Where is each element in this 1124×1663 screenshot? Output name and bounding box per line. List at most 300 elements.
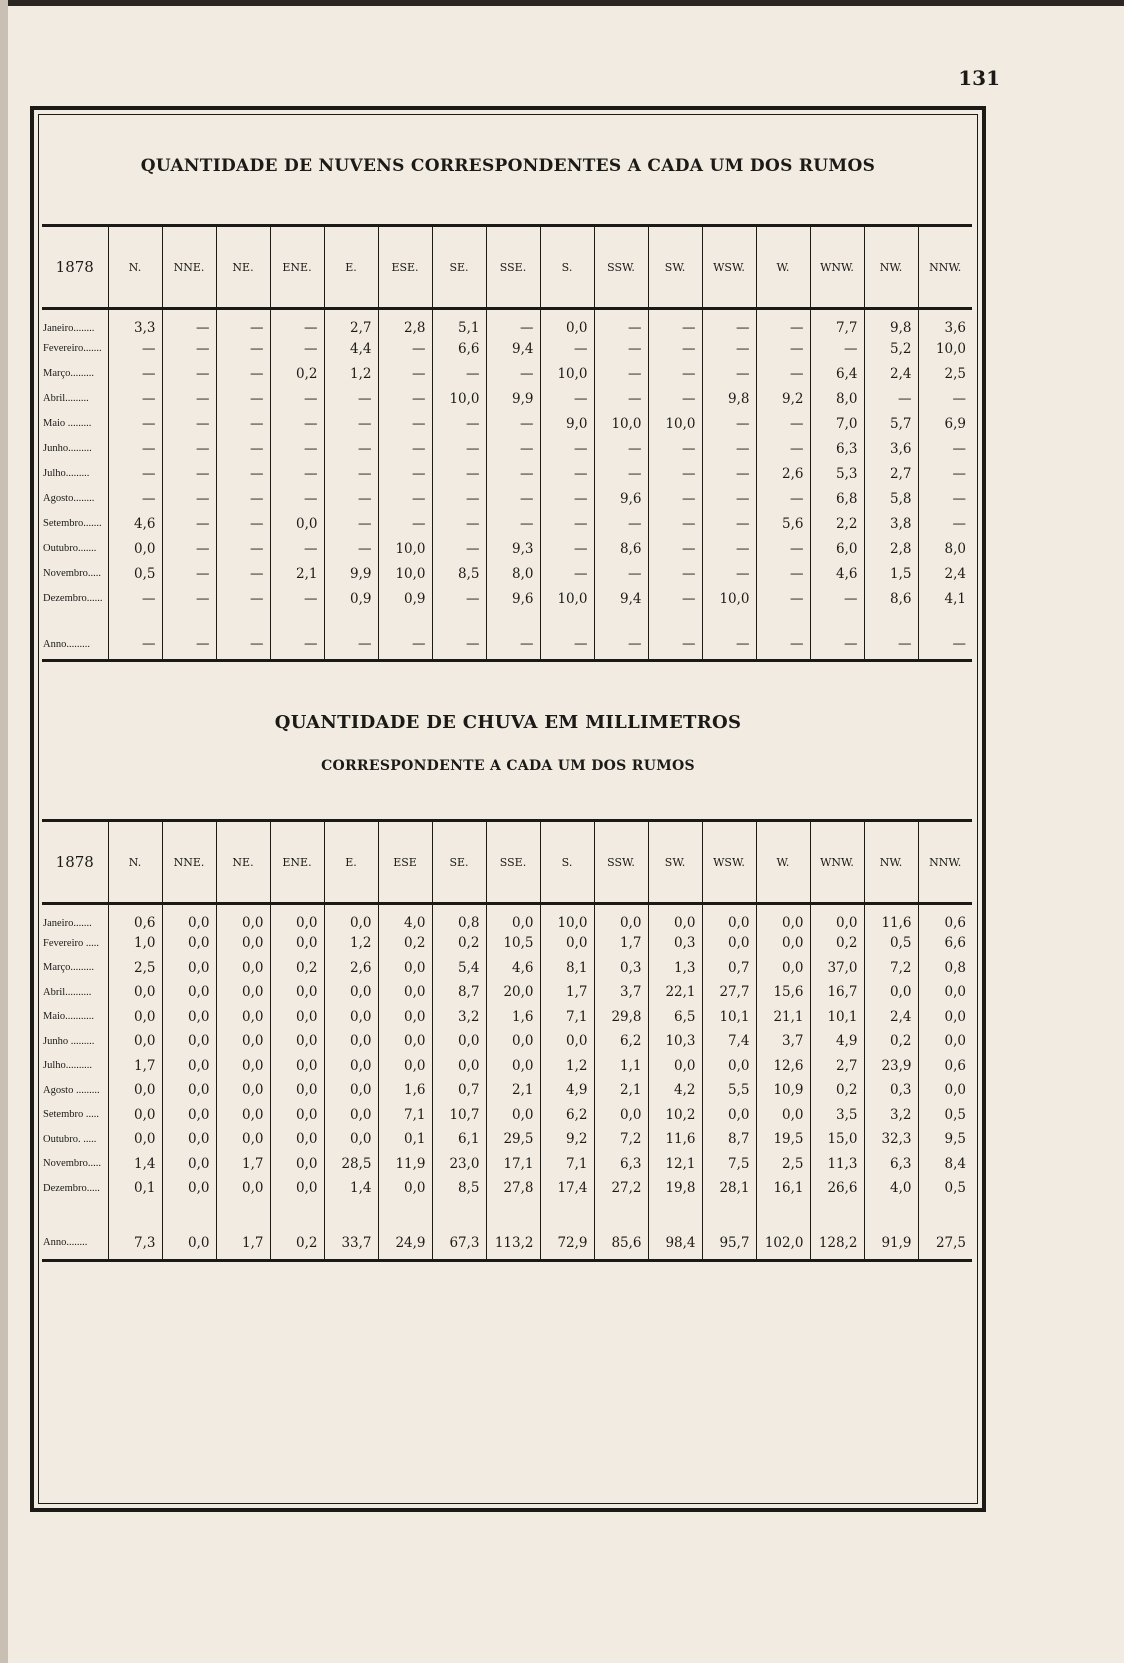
- table-cell: —: [108, 336, 162, 361]
- table-cell: 11,6: [648, 1127, 702, 1152]
- table-row: [42, 486, 972, 511]
- table-cell: 2,6: [756, 461, 810, 486]
- table-cell: —: [324, 511, 378, 536]
- table-cell: 0,0: [162, 1127, 216, 1152]
- table-cell: —: [216, 386, 270, 411]
- anno-cell: —: [324, 624, 378, 660]
- table-cell: —: [540, 511, 594, 536]
- table-cell: —: [756, 411, 810, 436]
- table-cell: —: [216, 336, 270, 361]
- table-cell: —: [594, 386, 648, 411]
- table-cell: 0,0: [810, 904, 864, 932]
- table-row: [42, 511, 972, 536]
- table-cell: —: [594, 361, 648, 386]
- anno-cell: —: [864, 624, 918, 660]
- table-cell: 2,4: [864, 361, 918, 386]
- table-cell: 0,0: [918, 1005, 972, 1030]
- table-cell: 8,5: [432, 561, 486, 586]
- spacer-cell: [324, 611, 378, 624]
- spacer-cell: [810, 611, 864, 624]
- table-cell: 3,7: [756, 1029, 810, 1054]
- table-cell: 5,5: [702, 1078, 756, 1103]
- table-cell: 8,6: [594, 536, 648, 561]
- table-cell: 0,0: [486, 904, 540, 932]
- anno-cell: —: [594, 624, 648, 660]
- table-cell: —: [378, 336, 432, 361]
- table-cell: —: [162, 386, 216, 411]
- table-cell: 10,0: [378, 536, 432, 561]
- table-cell: 10,0: [378, 561, 432, 586]
- table-cell: 3,3: [108, 309, 162, 337]
- table-cell: 19,8: [648, 1176, 702, 1201]
- table-cell: —: [594, 336, 648, 361]
- spacer-cell: [432, 611, 486, 624]
- table-cell: 5,7: [864, 411, 918, 436]
- table-cell: 0,0: [270, 1152, 324, 1177]
- table-cell: —: [702, 561, 756, 586]
- table-cell: 5,3: [810, 461, 864, 486]
- anno-cell: 98,4: [648, 1227, 702, 1261]
- table-cell: —: [648, 436, 702, 461]
- table-cell: 0,0: [162, 1054, 216, 1079]
- table-cell: 0,5: [864, 931, 918, 956]
- table-cell: 0,0: [594, 904, 648, 932]
- table-cell: —: [702, 336, 756, 361]
- table-cell: 0,5: [108, 561, 162, 586]
- table-cell: 4,9: [540, 1078, 594, 1103]
- table-cell: 0,0: [108, 1029, 162, 1054]
- table-cell: 0,3: [648, 931, 702, 956]
- column-header: SSW.: [594, 226, 648, 309]
- anno-cell: 102,0: [756, 1227, 810, 1261]
- table-cell: —: [648, 486, 702, 511]
- table-cell: —: [594, 309, 648, 337]
- table-cell: 0,0: [324, 1054, 378, 1079]
- table-cell: 15,0: [810, 1127, 864, 1152]
- table-row: [42, 1103, 972, 1128]
- table-cell: 23,9: [864, 1054, 918, 1079]
- table-cell: 2,6: [324, 956, 378, 981]
- table-cell: 4,6: [486, 956, 540, 981]
- table-cell: 4,0: [378, 904, 432, 932]
- table-cell: 4,9: [810, 1029, 864, 1054]
- table-cell: 11,9: [378, 1152, 432, 1177]
- table-cell: —: [756, 561, 810, 586]
- column-header: E.: [324, 821, 378, 904]
- anno-cell: —: [432, 624, 486, 660]
- month-label: Abril..........: [43, 986, 92, 998]
- column-header: ESE: [378, 821, 432, 904]
- table-cell: 2,8: [864, 536, 918, 561]
- table-cell: —: [702, 536, 756, 561]
- anno-cell: 67,3: [432, 1227, 486, 1261]
- table-cell: 0,8: [432, 904, 486, 932]
- column-header: WSW.: [702, 226, 756, 309]
- column-header: SW.: [648, 821, 702, 904]
- table-cell: 9,8: [702, 386, 756, 411]
- table-cell: —: [810, 586, 864, 611]
- table-cell: 0,0: [486, 1029, 540, 1054]
- month-label: Novembro.....: [43, 568, 102, 579]
- table-cell: 10,2: [648, 1103, 702, 1128]
- table-cell: 0,2: [432, 931, 486, 956]
- anno-cell: —: [648, 624, 702, 660]
- table-row: [42, 1176, 972, 1201]
- table-cell: 1,3: [648, 956, 702, 981]
- table-cell: 20,0: [486, 980, 540, 1005]
- table-cell: 0,0: [270, 1103, 324, 1128]
- table-cell: —: [216, 411, 270, 436]
- table-cell: 1,4: [324, 1176, 378, 1201]
- table-cell: 0,2: [810, 1078, 864, 1103]
- table-cell: —: [918, 461, 972, 486]
- table-cell: —: [432, 586, 486, 611]
- table-cell: 0,0: [702, 904, 756, 932]
- table-cell: 5,8: [864, 486, 918, 511]
- table-cell: 0,0: [486, 1054, 540, 1079]
- table-cell: 27,8: [486, 1176, 540, 1201]
- table-row: [42, 561, 972, 586]
- anno-cell: 72,9: [540, 1227, 594, 1261]
- table-cell: 10,0: [540, 361, 594, 386]
- table-cell: 0,7: [432, 1078, 486, 1103]
- table-cell: 8,4: [918, 1152, 972, 1177]
- table-cell: 9,4: [594, 586, 648, 611]
- table-cell: —: [486, 361, 540, 386]
- column-header: SSE.: [486, 226, 540, 309]
- month-label: Março.........: [43, 368, 95, 379]
- table-cell: 0,0: [648, 904, 702, 932]
- table-row: [42, 1127, 972, 1152]
- table-cell: —: [378, 461, 432, 486]
- table-cell: 0,0: [216, 1103, 270, 1128]
- table-cell: 6,6: [432, 336, 486, 361]
- spacer-cell: [486, 611, 540, 624]
- table-cell: 0,0: [378, 1029, 432, 1054]
- spacer-row: [42, 611, 972, 624]
- table-cell: —: [270, 336, 324, 361]
- anno-cell: 91,9: [864, 1227, 918, 1261]
- table-cell: 0,6: [108, 904, 162, 932]
- table-cell: 10,0: [594, 411, 648, 436]
- table-cell: 16,7: [810, 980, 864, 1005]
- table-cell: 5,1: [432, 309, 486, 337]
- table-cell: 2,5: [756, 1152, 810, 1177]
- anno-cell: 24,9: [378, 1227, 432, 1261]
- table-cell: —: [378, 436, 432, 461]
- table-cell: —: [162, 511, 216, 536]
- table-cell: 1,7: [216, 1152, 270, 1177]
- table-cell: 0,0: [108, 536, 162, 561]
- table-cell: 5,2: [864, 336, 918, 361]
- table-cell: —: [432, 536, 486, 561]
- table-cell: —: [162, 361, 216, 386]
- spacer-cell: [810, 1201, 864, 1227]
- table-cell: —: [756, 361, 810, 386]
- table-cell: 2,4: [918, 561, 972, 586]
- spacer-row: [42, 1201, 972, 1227]
- table-row: [42, 931, 972, 956]
- table-cell: 0,0: [162, 1103, 216, 1128]
- spacer-cell: [108, 611, 162, 624]
- spacer-cell: [324, 1201, 378, 1227]
- table-cell: 0,9: [378, 586, 432, 611]
- table-cell: 7,1: [540, 1152, 594, 1177]
- table-cell: 6,3: [594, 1152, 648, 1177]
- anno-cell: 1,7: [216, 1227, 270, 1261]
- table-cell: —: [486, 461, 540, 486]
- table-cell: —: [432, 361, 486, 386]
- spacer-cell: [918, 1201, 972, 1227]
- table-cell: 9,8: [864, 309, 918, 337]
- table-cell: 2,7: [810, 1054, 864, 1079]
- anno-cell: —: [486, 624, 540, 660]
- table-cell: 4,6: [108, 511, 162, 536]
- table-cell: —: [594, 461, 648, 486]
- table-cell: 4,1: [918, 586, 972, 611]
- table-cell: —: [702, 461, 756, 486]
- table-cell: 0,2: [270, 956, 324, 981]
- table-cell: —: [162, 486, 216, 511]
- table-cell: —: [486, 411, 540, 436]
- column-header: SE.: [432, 821, 486, 904]
- anno-cell: —: [162, 624, 216, 660]
- page-left-edge: [0, 0, 8, 1663]
- table-cell: 0,0: [270, 980, 324, 1005]
- table-cell: 0,0: [324, 1029, 378, 1054]
- table-cell: 2,5: [108, 956, 162, 981]
- table-cell: —: [486, 436, 540, 461]
- rain-table-title: QUANTIDADE DE CHUVA EM MILLIMETROS: [274, 712, 742, 733]
- table-cell: 6,6: [918, 931, 972, 956]
- table-cell: 7,4: [702, 1029, 756, 1054]
- table-cell: —: [162, 461, 216, 486]
- table-cell: 6,3: [864, 1152, 918, 1177]
- table-cell: 27,7: [702, 980, 756, 1005]
- table-cell: 0,0: [648, 1054, 702, 1079]
- table-cell: —: [108, 411, 162, 436]
- anno-cell: —: [540, 624, 594, 660]
- column-header: NNE.: [162, 226, 216, 309]
- table-cell: 0,9: [324, 586, 378, 611]
- table-cell: 0,0: [324, 1005, 378, 1030]
- table-cell: 7,1: [378, 1103, 432, 1128]
- table-cell: 0,0: [162, 1176, 216, 1201]
- table-cell: 6,0: [810, 536, 864, 561]
- column-header: W.: [756, 226, 810, 309]
- table-cell: 11,3: [810, 1152, 864, 1177]
- table-cell: 0,0: [270, 904, 324, 932]
- table-cell: 1,5: [864, 561, 918, 586]
- table-cell: 0,0: [270, 511, 324, 536]
- table-row: [42, 536, 972, 561]
- table-cell: —: [540, 561, 594, 586]
- table-cell: —: [702, 511, 756, 536]
- column-header: N.: [108, 821, 162, 904]
- table-cell: —: [756, 536, 810, 561]
- table-cell: —: [108, 361, 162, 386]
- table-cell: 0,0: [378, 1005, 432, 1030]
- table-cell: —: [702, 361, 756, 386]
- spacer-cell: [864, 611, 918, 624]
- table-cell: —: [756, 336, 810, 361]
- spacer-cell: [432, 1201, 486, 1227]
- table-cell: —: [378, 386, 432, 411]
- table-cell: 29,8: [594, 1005, 648, 1030]
- table-cell: —: [216, 486, 270, 511]
- table-cell: —: [270, 461, 324, 486]
- table-cell: —: [756, 486, 810, 511]
- table-row: [42, 1005, 972, 1030]
- table-cell: —: [216, 436, 270, 461]
- table-cell: —: [648, 461, 702, 486]
- month-label: Agosto .........: [43, 1084, 100, 1096]
- column-header: E.: [324, 226, 378, 309]
- table-cell: 9,6: [486, 586, 540, 611]
- table-cell: 0,0: [594, 1103, 648, 1128]
- table-cell: 10,0: [918, 336, 972, 361]
- table-cell: 8,0: [486, 561, 540, 586]
- table-cell: 0,2: [378, 931, 432, 956]
- rain-header-row: [42, 821, 972, 904]
- table-cell: —: [648, 511, 702, 536]
- table-cell: 2,1: [270, 561, 324, 586]
- month-label: Novembro.....: [43, 1158, 102, 1170]
- table-cell: —: [162, 411, 216, 436]
- table-cell: —: [648, 336, 702, 361]
- spacer-cell: [486, 1201, 540, 1227]
- table-cell: 28,5: [324, 1152, 378, 1177]
- table-cell: 9,4: [486, 336, 540, 361]
- month-label: Julho.........: [43, 468, 90, 479]
- anno-cell: 113,2: [486, 1227, 540, 1261]
- table-cell: 32,3: [864, 1127, 918, 1152]
- table-cell: 26,6: [810, 1176, 864, 1201]
- table-cell: —: [432, 511, 486, 536]
- column-header: S.: [540, 821, 594, 904]
- table-cell: 1,7: [594, 931, 648, 956]
- table-cell: 10,0: [540, 904, 594, 932]
- table-cell: 0,0: [270, 1029, 324, 1054]
- table-cell: 0,7: [702, 956, 756, 981]
- table-cell: 0,0: [270, 1127, 324, 1152]
- table-cell: 6,9: [918, 411, 972, 436]
- table-cell: —: [162, 309, 216, 337]
- table-cell: —: [702, 436, 756, 461]
- table-cell: 1,7: [540, 980, 594, 1005]
- table-cell: —: [540, 386, 594, 411]
- anno-cell: 95,7: [702, 1227, 756, 1261]
- table-cell: —: [162, 561, 216, 586]
- spacer-cell: [42, 611, 108, 624]
- table-cell: 2,1: [486, 1078, 540, 1103]
- month-label: Julho..........: [43, 1060, 93, 1072]
- table-cell: —: [324, 461, 378, 486]
- table-cell: 0,0: [216, 1127, 270, 1152]
- spacer-cell: [864, 1201, 918, 1227]
- table-cell: 0,0: [378, 980, 432, 1005]
- month-label: Setembro.......: [43, 518, 102, 529]
- table-cell: 3,6: [864, 436, 918, 461]
- anno-cell: —: [702, 624, 756, 660]
- table-row: [42, 980, 972, 1005]
- table-cell: 17,4: [540, 1176, 594, 1201]
- anno-cell: —: [270, 624, 324, 660]
- table-cell: —: [594, 511, 648, 536]
- table-cell: —: [162, 336, 216, 361]
- column-header: SSE.: [486, 821, 540, 904]
- table-cell: —: [540, 436, 594, 461]
- spacer-cell: [540, 1201, 594, 1227]
- table-cell: —: [702, 486, 756, 511]
- table-cell: 6,2: [540, 1103, 594, 1128]
- spacer-cell: [162, 611, 216, 624]
- spacer-cell: [216, 1201, 270, 1227]
- table-cell: 0,0: [216, 931, 270, 956]
- table-cell: 4,2: [648, 1078, 702, 1103]
- table-cell: —: [648, 309, 702, 337]
- month-label: Outubro. .....: [43, 1133, 97, 1145]
- table-cell: 9,0: [540, 411, 594, 436]
- table-cell: 8,0: [810, 386, 864, 411]
- table-cell: 10,7: [432, 1103, 486, 1128]
- table-cell: 0,2: [864, 1029, 918, 1054]
- table-cell: —: [162, 436, 216, 461]
- table-cell: 0,0: [162, 904, 216, 932]
- table-cell: —: [216, 561, 270, 586]
- spacer-cell: [378, 611, 432, 624]
- table-cell: 2,7: [324, 309, 378, 337]
- table-cell: 0,0: [216, 1078, 270, 1103]
- table-cell: —: [594, 561, 648, 586]
- table-cell: —: [540, 536, 594, 561]
- table-cell: 0,8: [918, 956, 972, 981]
- table-cell: 10,0: [540, 586, 594, 611]
- table-cell: 1,6: [378, 1078, 432, 1103]
- month-label: Fevereiro.......: [43, 343, 102, 354]
- spacer-cell: [270, 611, 324, 624]
- anno-cell: —: [756, 624, 810, 660]
- table-cell: —: [756, 586, 810, 611]
- anno-cell: —: [216, 624, 270, 660]
- table-cell: —: [270, 309, 324, 337]
- table-cell: 0,6: [918, 1054, 972, 1079]
- table-cell: 23,0: [432, 1152, 486, 1177]
- spacer-cell: [702, 611, 756, 624]
- table-cell: 0,0: [216, 1005, 270, 1030]
- table-cell: 6,1: [432, 1127, 486, 1152]
- clouds-table: [42, 224, 972, 662]
- table-cell: —: [270, 411, 324, 436]
- table-cell: 0,0: [324, 980, 378, 1005]
- page-top-edge: [0, 0, 1124, 6]
- table-cell: 27,2: [594, 1176, 648, 1201]
- table-cell: 10,5: [486, 931, 540, 956]
- table-cell: 0,0: [702, 1103, 756, 1128]
- anno-label: Anno........: [42, 1227, 108, 1261]
- table-cell: 0,0: [216, 904, 270, 932]
- table-cell: 10,1: [810, 1005, 864, 1030]
- table-cell: 9,3: [486, 536, 540, 561]
- table-cell: 0,0: [270, 1054, 324, 1079]
- month-label: Dezembro......: [43, 593, 103, 604]
- table-cell: 10,0: [648, 411, 702, 436]
- month-label: Setembro .....: [43, 1109, 99, 1121]
- table-cell: —: [486, 511, 540, 536]
- table-row: [42, 309, 972, 337]
- anno-cell: 0,0: [162, 1227, 216, 1261]
- table-cell: —: [486, 486, 540, 511]
